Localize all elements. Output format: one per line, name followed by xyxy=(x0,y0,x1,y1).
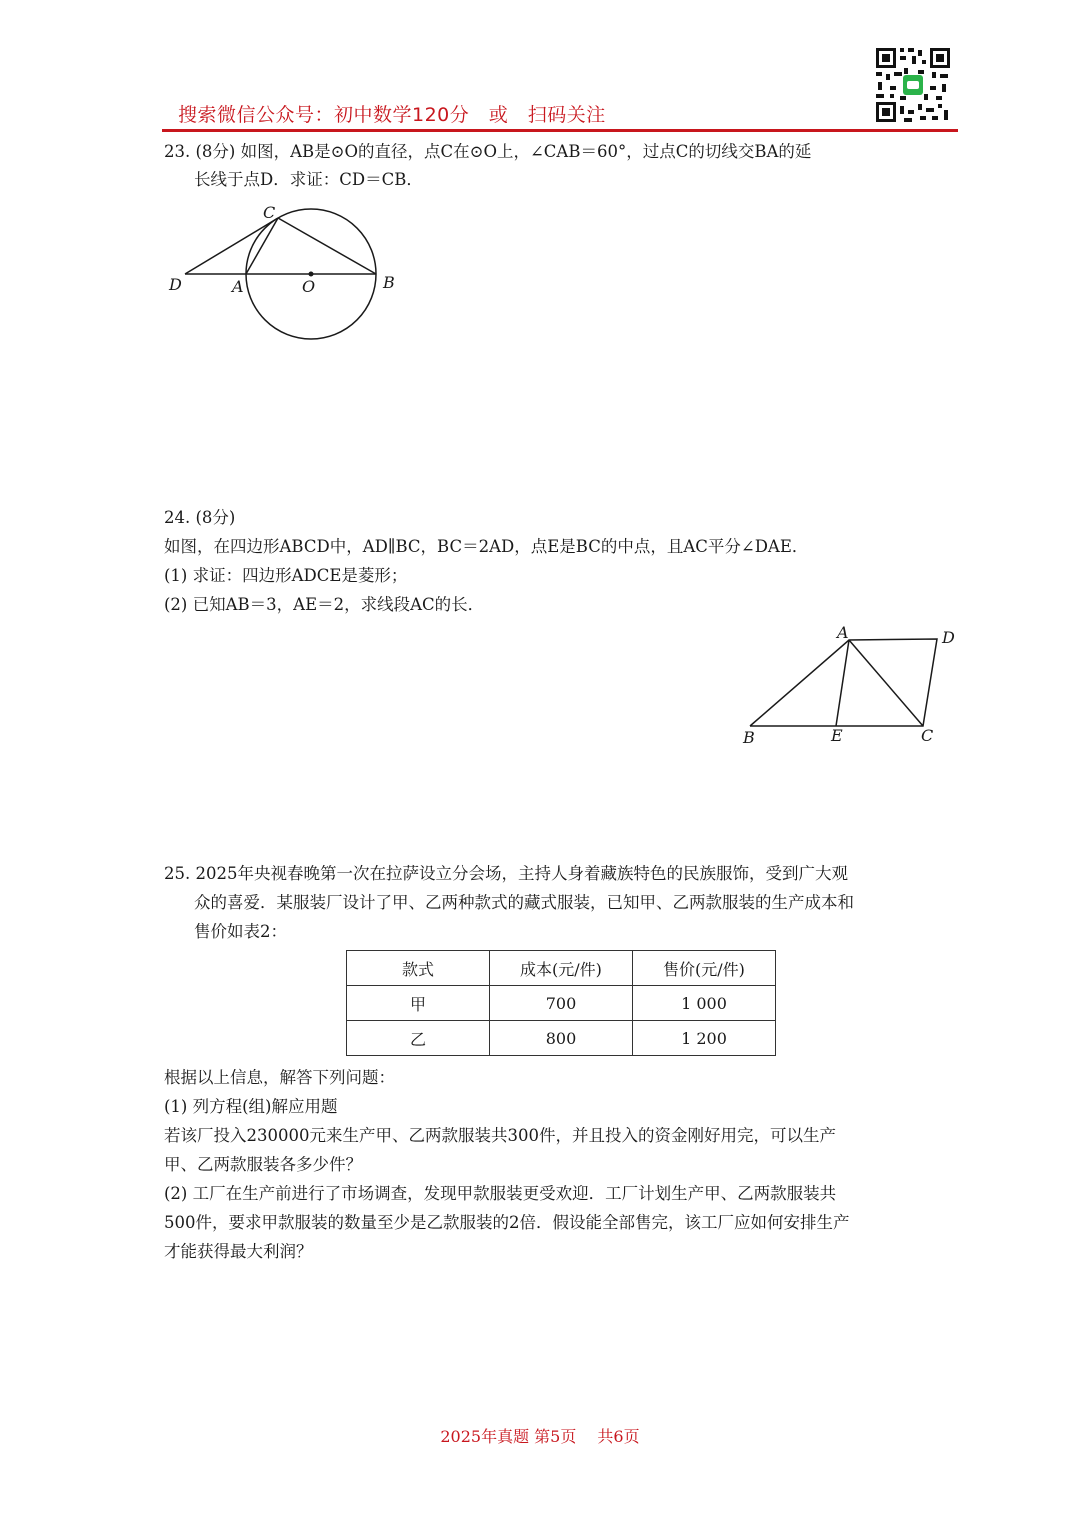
label-c: C xyxy=(263,203,276,222)
q25-line2: 众的喜爱．某服装厂设计了甲、乙两种款式的藏式服装，已知甲、乙两款服装的生产成本和 xyxy=(194,893,854,912)
q24-quadrilateral-figure xyxy=(735,620,965,750)
segment-ae xyxy=(836,640,849,726)
page-footer: 2025年真题 第5页 共6页 xyxy=(440,1427,640,1446)
qr-code-icon xyxy=(874,46,952,124)
label-c: C xyxy=(921,726,934,745)
table-cell: 700 xyxy=(490,986,633,1021)
table-cell: 800 xyxy=(490,1021,633,1056)
label-e: E xyxy=(831,726,843,745)
label-a: A xyxy=(232,277,244,296)
cost-price-table xyxy=(346,950,776,1056)
q23-line1: 23. (8分) 如图，AB是⊙O的直径，点C在⊙O上，∠CAB＝60°，过点C的切线交BA的延 xyxy=(164,142,812,161)
q24-head: 24. (8分) xyxy=(164,508,236,527)
q25-part2-line1: (2) 工厂在生产前进行了市场调查，发现甲款服装更受欢迎．工厂计划生产甲、乙两款服装共 xyxy=(164,1184,837,1203)
table-header-cell: 售价(元/件) xyxy=(633,951,776,986)
q25-line3: 售价如表2： xyxy=(194,922,287,941)
table-header-row xyxy=(347,951,776,986)
chord-cb xyxy=(278,218,376,274)
table-cell: 乙 xyxy=(347,1021,490,1056)
table-header-cell: 成本(元/件) xyxy=(490,951,633,986)
q25-part1-line1: 若该厂投入230000元来生产甲、乙两款服装共300件，并且投入的资金刚好用完，可以生产 xyxy=(164,1126,836,1145)
outline-abcd xyxy=(750,639,937,726)
q25-part2-line3: 才能获得最大利润？ xyxy=(164,1242,313,1261)
center-point-o xyxy=(309,272,314,277)
label-a: A xyxy=(837,623,849,642)
q25-intro: 根据以上信息，解答下列问题： xyxy=(164,1068,395,1087)
label-b: B xyxy=(743,728,755,747)
q25-part1-title: (1) 列方程(组)解应用题 xyxy=(164,1097,338,1116)
table-cell: 甲 xyxy=(347,986,490,1021)
header-rule xyxy=(162,129,958,132)
label-o: O xyxy=(302,277,316,296)
chord-ac xyxy=(246,218,278,274)
q25-line1: 25. 2025年央视春晚第一次在拉萨设立分会场，主持人身着藏族特色的民族服饰，受到广大观 xyxy=(164,864,848,883)
label-b: B xyxy=(383,273,395,292)
tangent-dc xyxy=(185,218,278,274)
label-d: D xyxy=(169,275,182,294)
header-banner: 搜索微信公众号：初中数学120分 或 扫码关注 xyxy=(178,104,606,126)
q24-line1: 如图，在四边形ABCD中，AD∥BC，BC＝2AD，点E是BC的中点，且AC平分∠DAE． xyxy=(164,537,809,556)
q25-part2-line2: 500件，要求甲款服装的数量至少是乙款服装的2倍．假设能全部售完，该工厂应如何安排生产 xyxy=(164,1213,850,1232)
label-d: D xyxy=(942,628,955,647)
q23-line2: 长线于点D．求证：CD＝CB． xyxy=(194,170,423,189)
table-row xyxy=(347,1021,776,1056)
q25-part1-line2: 甲、乙两款服装各多少件？ xyxy=(164,1155,362,1174)
segment-ac xyxy=(849,640,923,726)
q23-circle-figure xyxy=(160,200,420,350)
table-cell: 1 200 xyxy=(633,1021,776,1056)
table-header-cell: 款式 xyxy=(347,951,490,986)
table-cell: 1 000 xyxy=(633,986,776,1021)
table-row xyxy=(347,986,776,1021)
q24-line2: (1) 求证：四边形ADCE是菱形； xyxy=(164,566,408,585)
q24-line3: (2) 已知AB＝3，AE＝2，求线段AC的长． xyxy=(164,595,485,614)
